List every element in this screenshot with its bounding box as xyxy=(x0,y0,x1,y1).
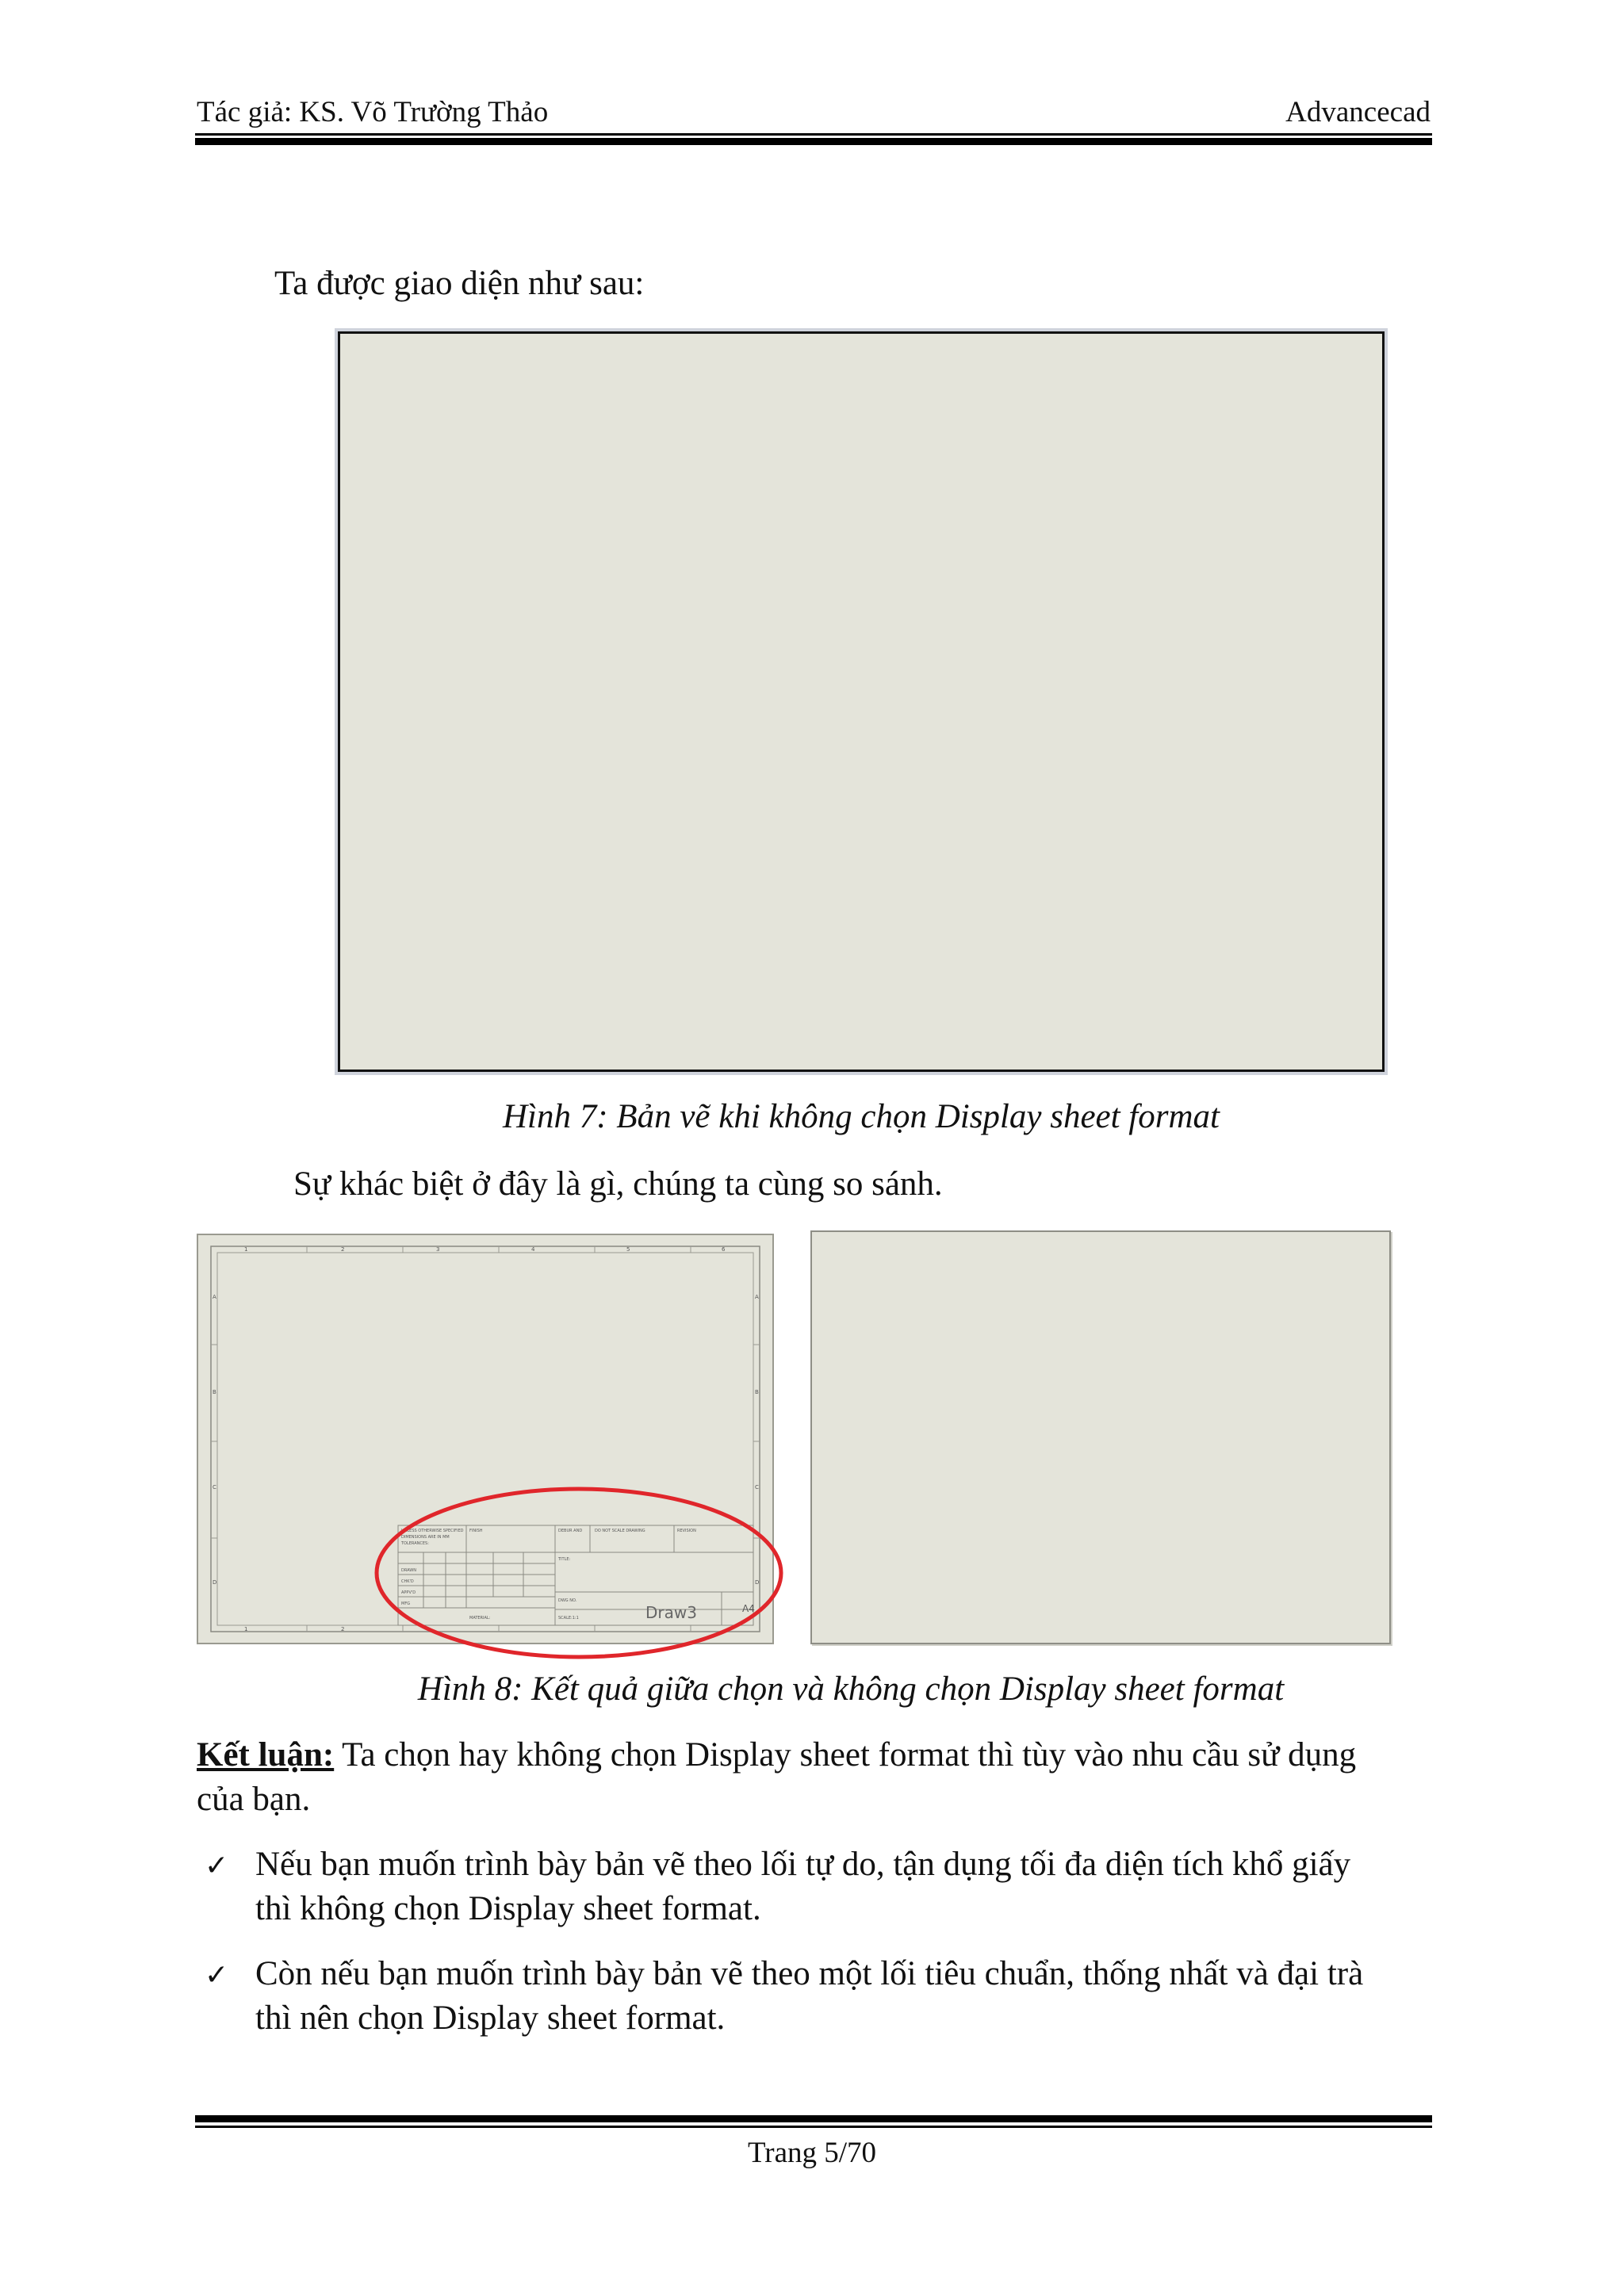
title-block-highlight-ellipse xyxy=(365,1479,793,1670)
svg-text:TITLE:: TITLE: xyxy=(558,1557,571,1562)
svg-text:5: 5 xyxy=(626,1246,630,1253)
conclusion-paragraph xyxy=(197,1733,1434,1822)
page-number: Trang 5/70 xyxy=(747,2137,877,2169)
svg-text:D: D xyxy=(213,1579,217,1586)
svg-text:TOLERANCES:: TOLERANCES: xyxy=(401,1541,429,1546)
conclusion-label: Kết luận: xyxy=(197,1736,335,1774)
check-icon: ✓ xyxy=(205,1959,229,1992)
bullet-item-2 xyxy=(205,1952,1442,2041)
footer-rule-thick xyxy=(195,2115,1432,2122)
figure7-blank-sheet xyxy=(338,331,1385,1072)
svg-text:2: 2 xyxy=(341,1246,345,1253)
svg-text:3: 3 xyxy=(436,1246,440,1253)
header-rule-thin xyxy=(195,133,1432,136)
svg-text:C: C xyxy=(213,1484,216,1490)
header-rule-thick xyxy=(195,138,1432,145)
bullet-2-line2: thì nên chọn Display sheet format. xyxy=(255,1999,726,2037)
svg-text:FINISH: FINISH xyxy=(469,1529,483,1533)
header-brand: Advancecad xyxy=(1285,96,1431,128)
conclusion-text-line2: của bạn. xyxy=(197,1781,311,1818)
question-text: Sự khác biệt ở đây là gì, chúng ta cùng so sánh. xyxy=(293,1165,943,1203)
bullet-1-line1: Nếu bạn muốn trình bày bản vẽ theo lối tự do, tận dụng tối đa diện tích khổ giấy xyxy=(255,1846,1351,1883)
svg-text:1: 1 xyxy=(244,1246,248,1253)
svg-text:C: C xyxy=(755,1484,759,1490)
footer-rule-thin xyxy=(195,2126,1432,2128)
svg-text:A: A xyxy=(213,1294,216,1300)
check-icon: ✓ xyxy=(205,1850,229,1882)
svg-text:6: 6 xyxy=(722,1246,726,1253)
svg-text:A: A xyxy=(755,1294,759,1300)
svg-text:2: 2 xyxy=(341,1626,345,1632)
svg-text:APPV'D: APPV'D xyxy=(401,1590,416,1595)
svg-text:B: B xyxy=(213,1389,216,1395)
svg-text:MATERIAL:: MATERIAL: xyxy=(469,1616,491,1621)
bullet-item-1 xyxy=(205,1843,1442,1931)
svg-text:D: D xyxy=(755,1579,760,1586)
svg-text:DEBUR AND: DEBUR AND xyxy=(558,1529,583,1533)
bullet-1-line2: thì không chọn Display sheet format. xyxy=(255,1890,761,1927)
figure7-caption: Hình 7: Bản vẽ khi không chọn Display sheet format xyxy=(502,1098,1220,1135)
svg-text:B: B xyxy=(755,1389,759,1395)
svg-text:REVISION: REVISION xyxy=(677,1529,696,1533)
svg-text:MFG: MFG xyxy=(401,1601,411,1606)
svg-text:DIMENSIONS ARE IN MM: DIMENSIONS ARE IN MM xyxy=(401,1535,450,1540)
conclusion-text-line1: Ta chọn hay không chọn Display sheet format thì tùy vào nhu cầu sử dụng xyxy=(334,1736,1357,1774)
svg-text:DRAWN: DRAWN xyxy=(401,1568,416,1573)
figure8-blank-sheet xyxy=(810,1230,1391,1644)
intro-text: Ta được giao diện như sau: xyxy=(274,265,645,302)
svg-text:SCALE:1:1: SCALE:1:1 xyxy=(558,1616,579,1621)
svg-text:DWG NO.: DWG NO. xyxy=(558,1598,577,1603)
figure8-caption: Hình 8: Kết quả giữa chọn và không chọn Display sheet format xyxy=(417,1670,1285,1708)
svg-text:UNLESS OTHERWISE SPECIFIED: UNLESS OTHERWISE SPECIFIED xyxy=(401,1529,464,1533)
title-block-sheet-size: A4 xyxy=(742,1603,755,1614)
svg-text:CHK'D: CHK'D xyxy=(401,1579,414,1584)
bullet-2-line1: Còn nếu bạn muốn trình bày bản vẽ theo một lối tiêu chuẩn, thống nhất và đại trà xyxy=(255,1955,1364,1992)
title-block-drawing-name: Draw3 xyxy=(645,1603,697,1622)
svg-text:1: 1 xyxy=(244,1626,248,1632)
header-author: Tác giả: KS. Võ Trường Thảo xyxy=(197,96,549,128)
svg-text:DO NOT SCALE DRAWING: DO NOT SCALE DRAWING xyxy=(595,1529,645,1533)
svg-text:4: 4 xyxy=(531,1246,535,1253)
